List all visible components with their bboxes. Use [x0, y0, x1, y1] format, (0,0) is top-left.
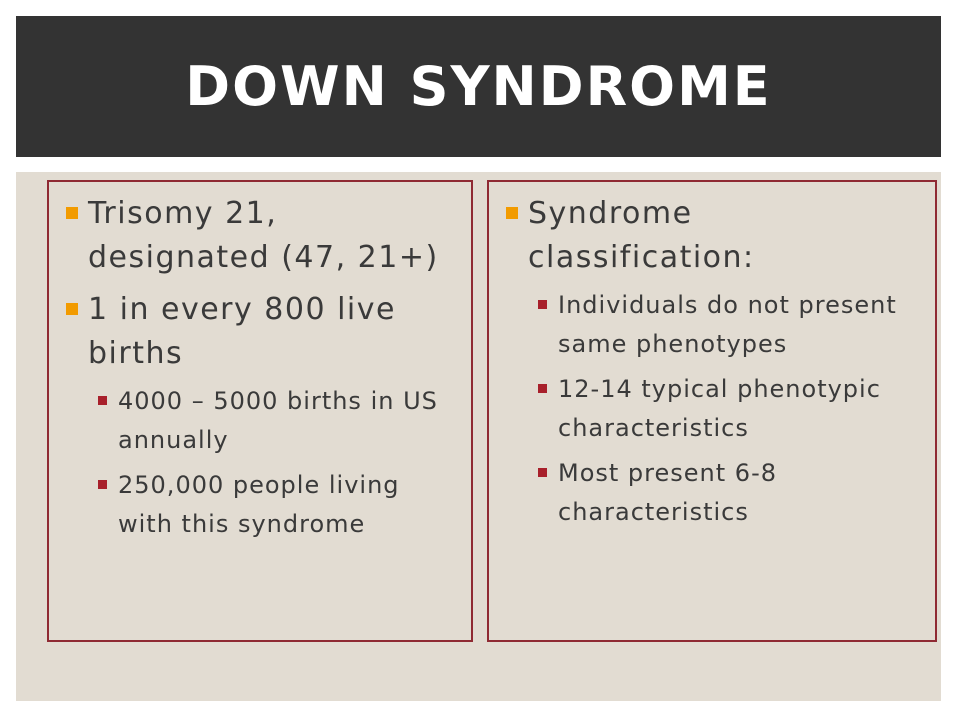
slide-title: DOWN SYNDROME: [185, 55, 772, 118]
square-bullet-icon: [66, 303, 78, 315]
sub-list-item-text: 12-14 typical phenotypic characteristics: [558, 375, 881, 442]
right-panel: [487, 180, 937, 642]
square-bullet-icon: [66, 207, 78, 219]
sub-list-item-text: 4000 – 5000 births in US annually: [118, 387, 438, 454]
small-square-bullet-icon: [98, 396, 107, 405]
sub-list-item-text: Individuals do not present same phenotypes: [558, 291, 897, 358]
sub-list-item: [98, 466, 463, 544]
list-item: [506, 192, 929, 532]
list-item: [66, 192, 463, 280]
left-panel: [47, 180, 473, 642]
sub-list-item-text: 250,000 people living with this syndrome: [118, 471, 400, 538]
small-square-bullet-icon: [538, 468, 547, 477]
sub-list-item: [98, 382, 463, 460]
list-item-text: 1 in every 800 live births: [88, 292, 396, 371]
left-bullet-list: [49, 182, 471, 544]
list-item: [66, 288, 463, 544]
list-item-text: Syndrome classification:: [528, 196, 755, 275]
title-bar: [16, 16, 941, 157]
sub-list-item-text: Most present 6-8 characteristics: [558, 459, 777, 526]
small-square-bullet-icon: [538, 300, 547, 309]
sub-bullet-list: [88, 382, 463, 544]
list-item-text: Trisomy 21, designated (47, 21+): [88, 196, 439, 275]
sub-list-item: [538, 286, 929, 364]
sub-list-item: [538, 454, 929, 532]
sub-list-item: [538, 370, 929, 448]
sub-bullet-list: [528, 286, 929, 532]
small-square-bullet-icon: [98, 480, 107, 489]
small-square-bullet-icon: [538, 384, 547, 393]
square-bullet-icon: [506, 207, 518, 219]
right-bullet-list: [489, 182, 935, 532]
